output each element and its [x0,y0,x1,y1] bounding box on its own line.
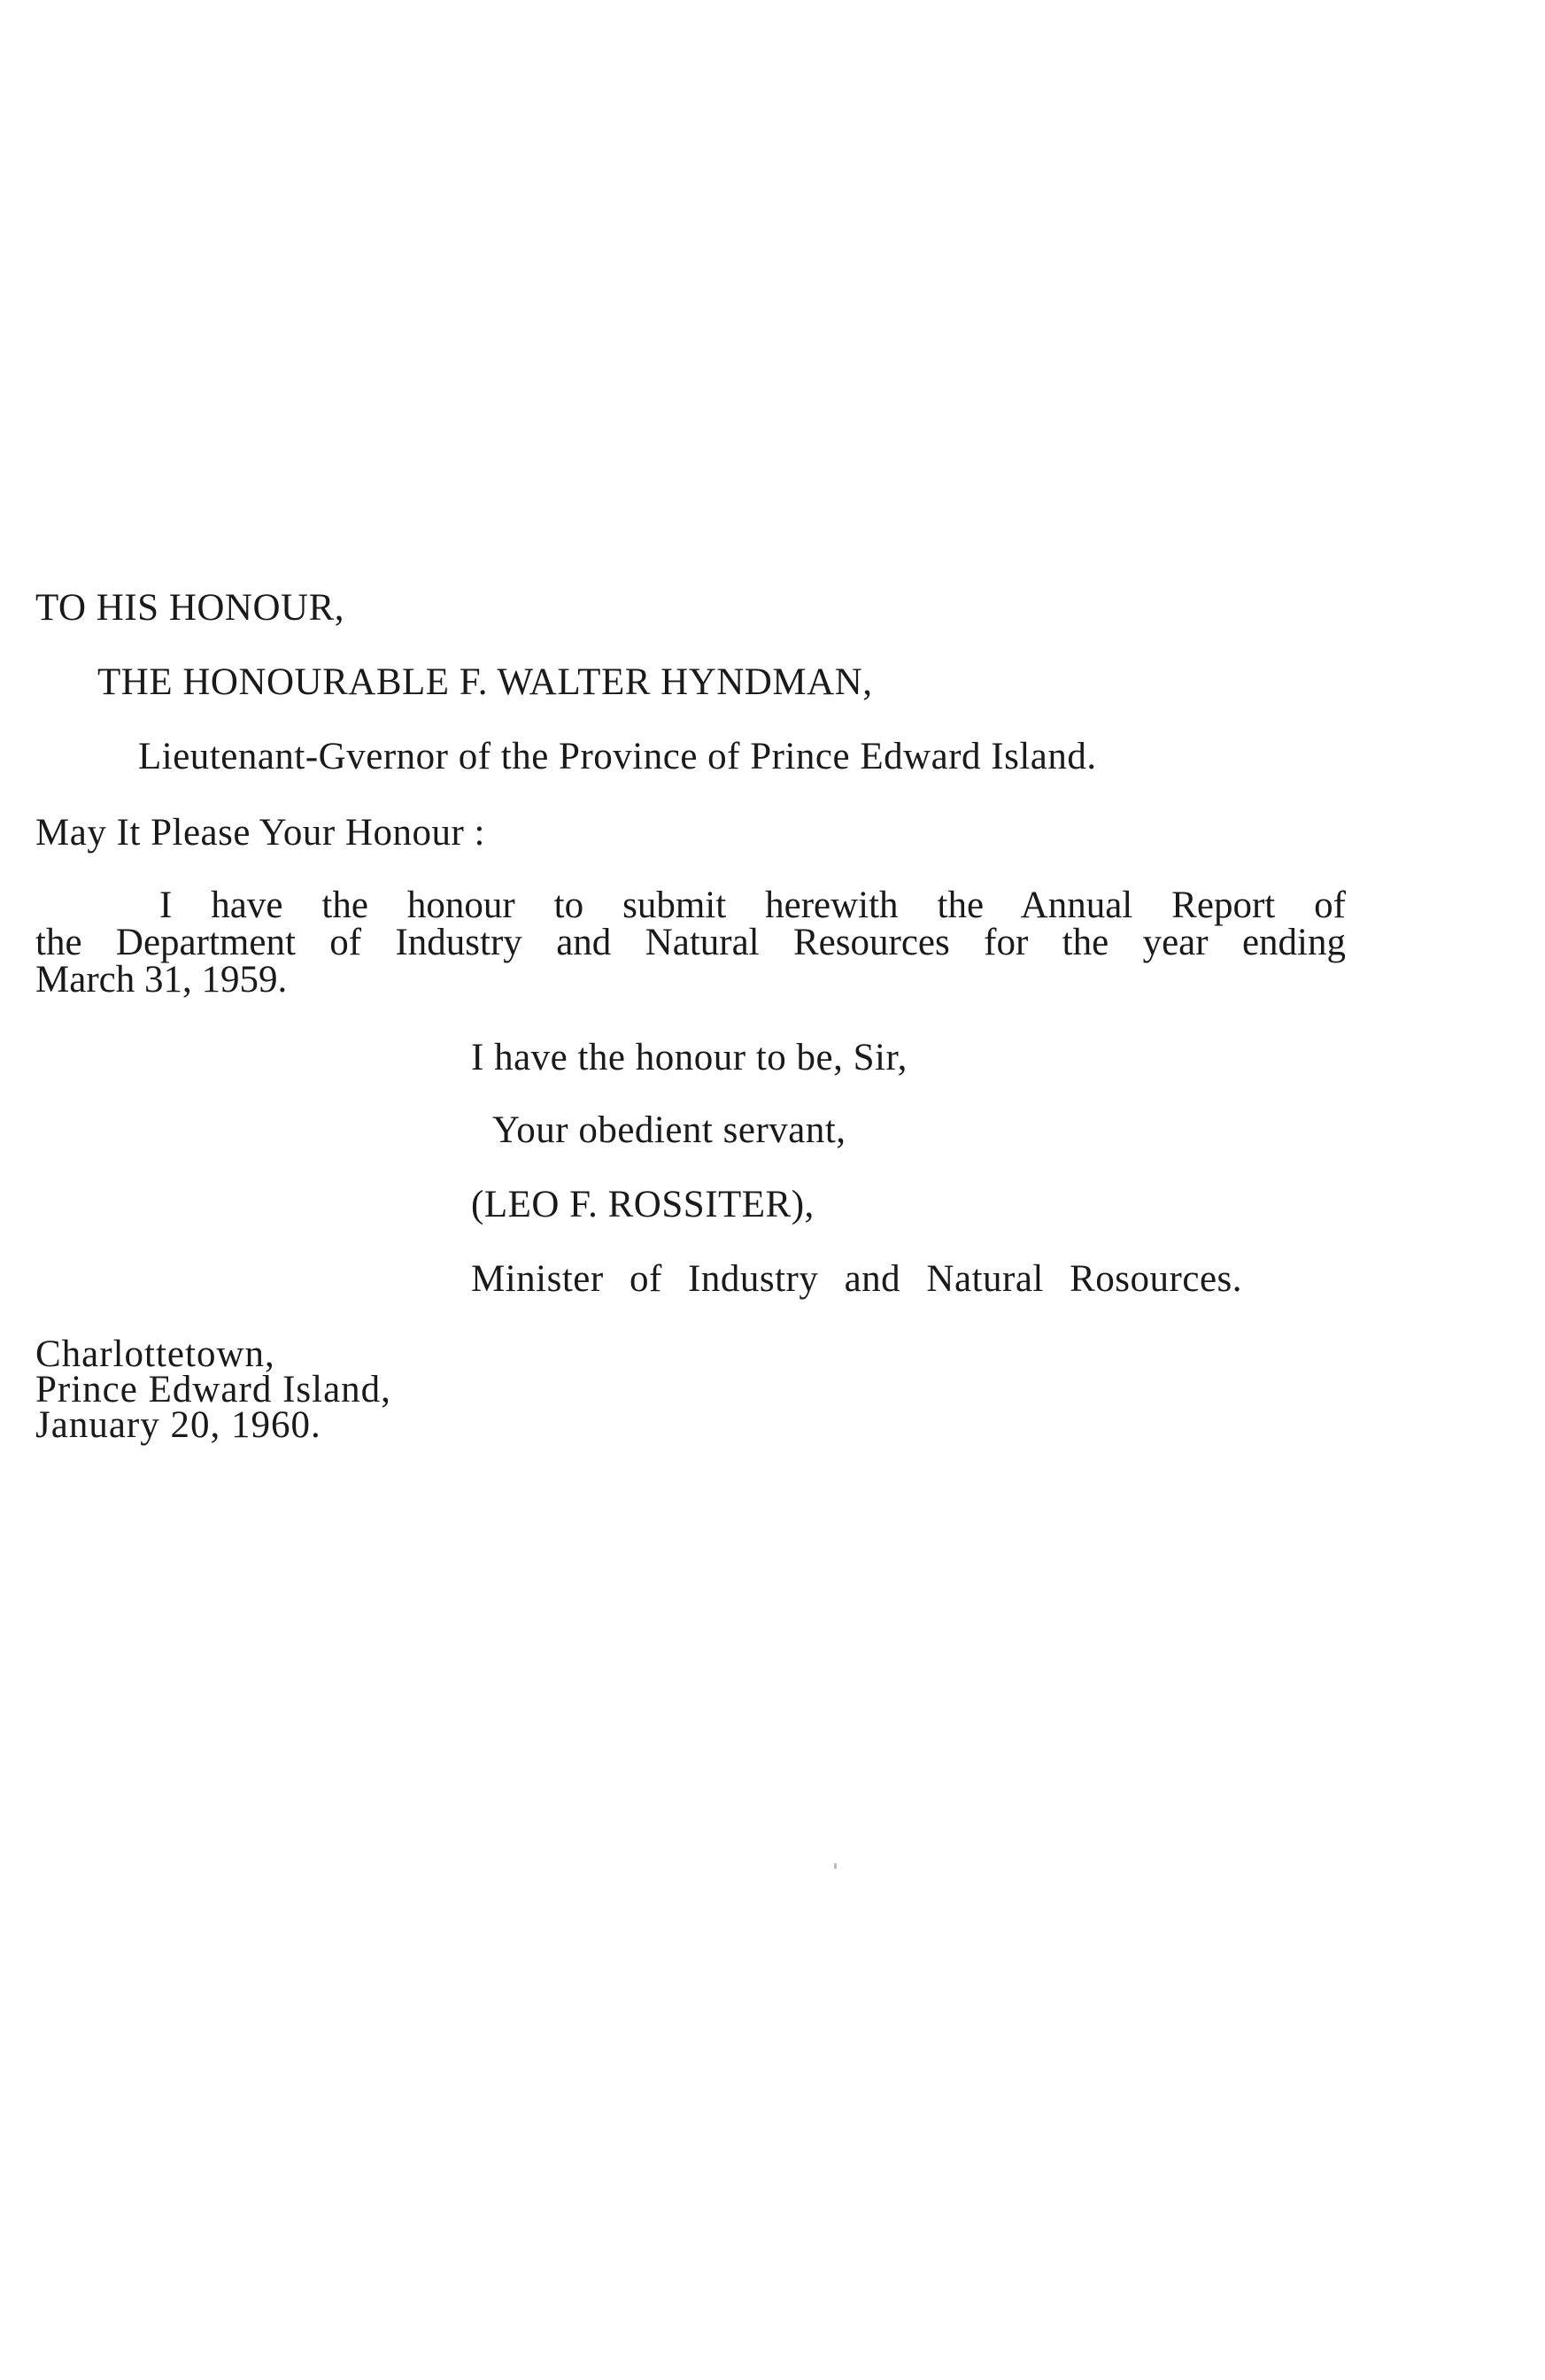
letter-date: January 20, 1960. [35,1404,321,1446]
place-city: Charlottetown, [35,1333,275,1375]
opening-line: May It Please Your Honour : [35,812,485,854]
body-line-1: I have the honour to submit herewith the Annual Report of [159,885,1346,926]
place-and-date [35,1333,391,1446]
place-province: Prince Edward Island, [35,1369,391,1410]
addressee-title: Lieutenant-Gvernor of the Province of Prince Edward Island. [138,736,1097,777]
closing-honour: I have the honour to be, Sir, [471,1037,908,1078]
addressee-name: THE HONOURABLE F. WALTER HYNDMAN, [97,661,873,703]
body-line-3: March 31, 1959. [35,959,288,1001]
body-line-2: the Department of Industry and Natural Resources for the year ending [35,922,1346,963]
salutation-to: TO HIS HONOUR, [35,587,345,629]
paper-speck [834,1863,837,1869]
body-paragraph [35,887,1346,999]
closing-servant: Your obedient servant, [492,1109,846,1151]
signatory-name: (LEO F. ROSSITER), [471,1184,815,1225]
signatory-position: Minister of Industry and Natural Rosources. [471,1258,1243,1300]
